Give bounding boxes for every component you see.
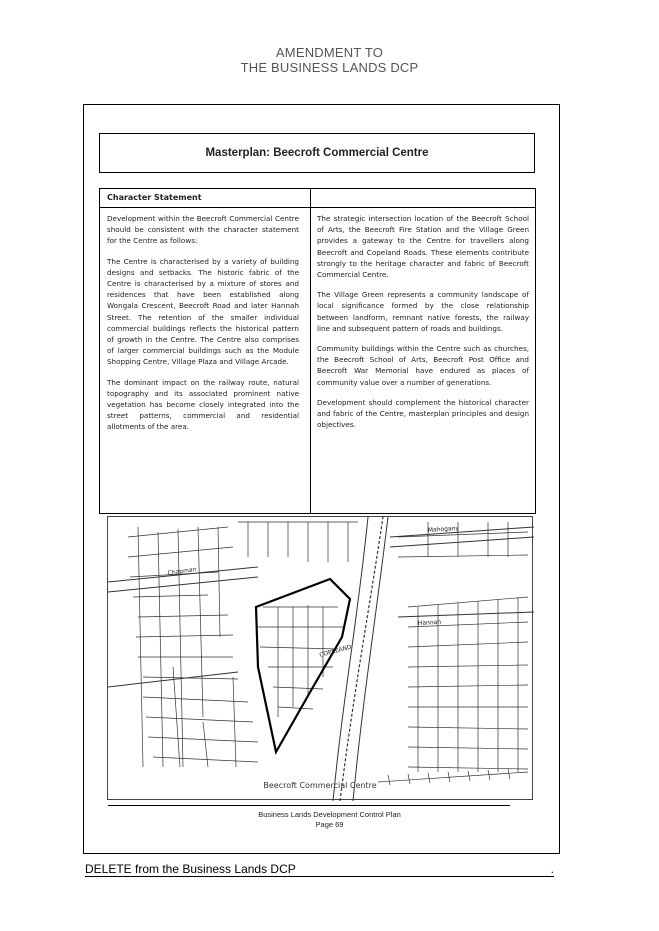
right-paragraph: Community buildings within the Centre such as churches, the Beecroft School of Arts, Beecroft Post Office and Beecroft War Memorial have endured as places of community value over a number of generations. [317, 344, 529, 387]
left-paragraph: The Centre is characterised by a variety of building designs and setbacks. The historic fabric of the Centre is characterised by a mixture of stores and residences that have been established along Wongala Crescent, Beecroft Road and later Hannah Street. The retention of the smaller individual commercial buildings reflects the historical pattern of growth in the Centre. The Centre also comprises of larger commercial buildings such as the Module Shopping Centre, Village Plaza and Village Arcade. [107, 256, 299, 367]
character-statement-left-column [107, 213, 299, 442]
right-paragraph: The Village Green represents a community landscape of local significance formed by the close relationship between landform, remnant native forests, the railway line and subsequent pattern of roads and buildings. [317, 290, 529, 333]
delete-note [85, 862, 554, 877]
map-label-hannah: Hannah [417, 618, 442, 627]
character-statement-header-row [100, 189, 535, 208]
character-statement-table [99, 188, 536, 514]
footer-rule [108, 805, 510, 806]
masterplan-title-box [99, 133, 535, 173]
footer-page-number: Page 69 [315, 820, 344, 829]
footer-document-title: Business Lands Development Control Plan [258, 810, 401, 819]
masterplan-title: Masterplan: Beecroft Commercial Centre [205, 147, 429, 159]
map-label-mahogany: Mahogany [427, 524, 460, 534]
amendment-title-line2: THE BUSINESS LANDS DCP [240, 60, 419, 75]
character-statement-right-column [317, 213, 529, 439]
amendment-title [0, 45, 659, 75]
left-paragraph: The dominant impact on the railway route, natural topography and its associated prominent native vegetation has become closely integrated into the street patterns, commercial and residential allotments of the area. [107, 377, 299, 432]
delete-note-text: DELETE from the Business Lands DCP [85, 862, 296, 876]
delete-note-trailing: . [550, 862, 554, 876]
right-paragraph: Development should complement the historical character and fabric of the Centre, masterplan principles and design objectives. [317, 397, 529, 430]
map-label-chapman: Chapman [167, 566, 197, 577]
map-caption: Beecroft Commercial Centre [263, 781, 377, 790]
amendment-title-line1: AMENDMENT TO [275, 45, 384, 60]
left-paragraph: Development within the Beecroft Commercial Centre should be consistent with the character statement for the Centre as follows: [107, 214, 299, 246]
page-footer [0, 810, 659, 830]
right-paragraph: The strategic intersection location of the Beecroft School of Arts, the Beecroft Fire Station and the Village Green provides a gateway to the Centre for travellers along Beecroft and Copeland Roads. These elements contribute strongly to the heritage character and fabric of Beecroft Commercial Centre. [317, 214, 529, 280]
site-map [107, 516, 533, 800]
column-divider [310, 189, 311, 513]
site-map-drawing [108, 517, 534, 801]
map-label-copeland: COPELAND [318, 643, 353, 659]
character-statement-heading: Character Statement [107, 193, 202, 202]
